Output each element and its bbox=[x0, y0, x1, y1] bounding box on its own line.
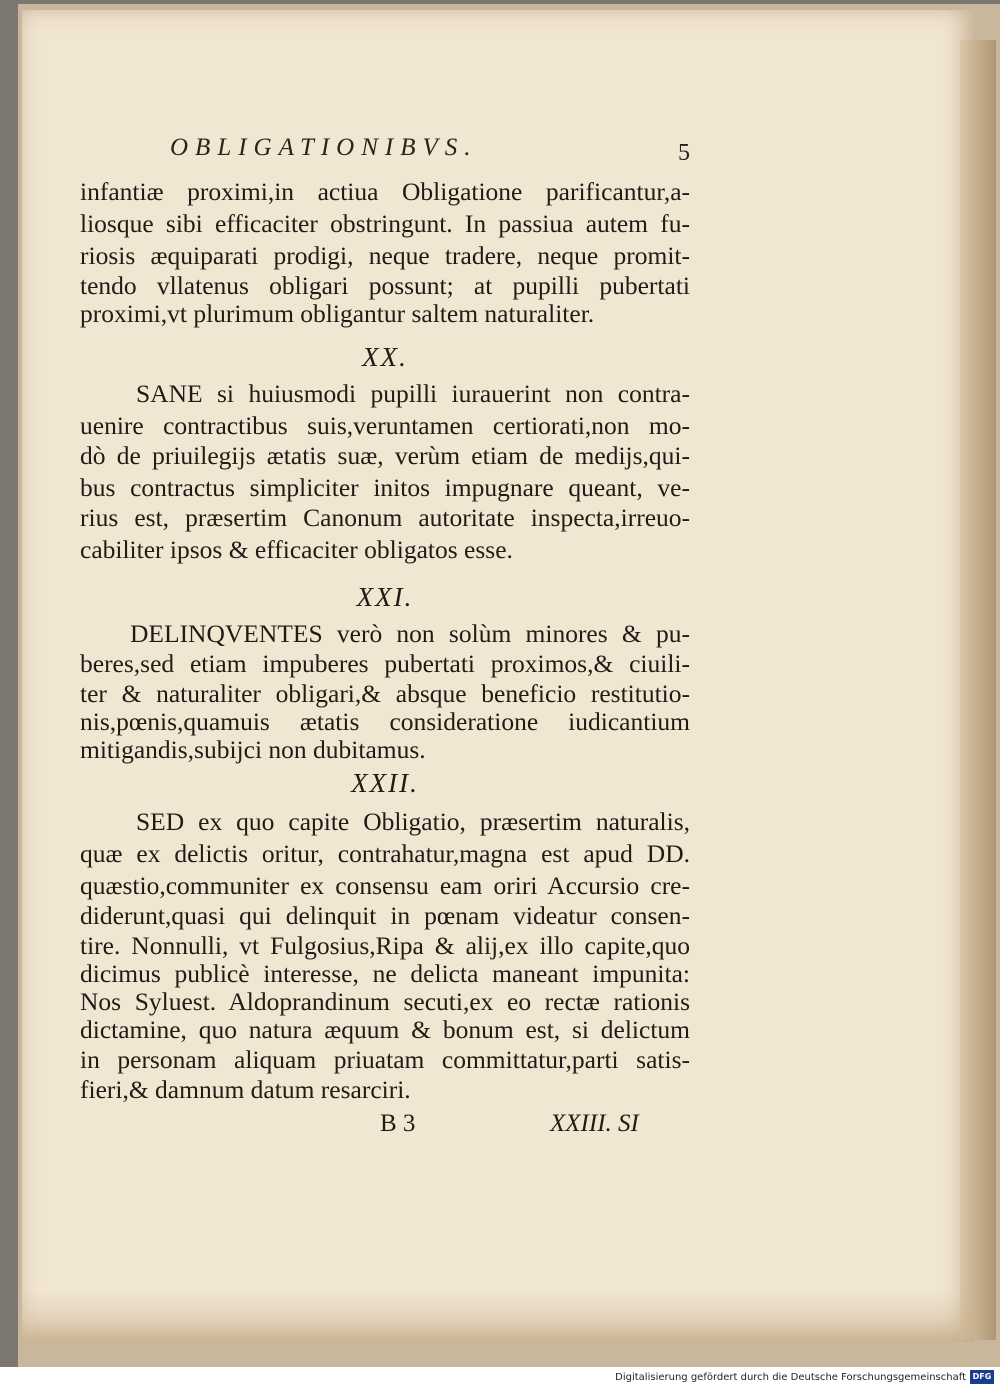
page-number: 5 bbox=[678, 140, 690, 166]
text-line: rius est, præsertim Canonum autoritate inspecta,irreuo- bbox=[80, 503, 690, 532]
text-line: uenire contractibus suis,veruntamen certiorati,non mo- bbox=[80, 411, 690, 440]
section-heading-xx: XX. bbox=[362, 342, 408, 372]
section-heading-xxii: XXII. bbox=[351, 768, 419, 798]
dfg-logo: DFG bbox=[970, 1370, 994, 1384]
text-line: SANE si huiusmodi pupilli iurauerint non contra- bbox=[136, 379, 690, 408]
text-line: diderunt,quasi qui delinquit in pœnam videatur consen- bbox=[80, 901, 690, 930]
text-line: Nos Syluest. Aldoprandinum secuti,ex eo rectæ rationis bbox=[80, 987, 690, 1016]
text-line: proximi,vt plurimum obligantur saltem naturaliter. bbox=[80, 299, 595, 328]
text-line: bus contractus simpliciter initos impugnare queant, ve- bbox=[80, 473, 690, 502]
section-heading-xxi: XXI. bbox=[356, 582, 414, 612]
text-line: in personam aliquam priuatam committatur,parti satis- bbox=[80, 1045, 690, 1074]
text-line: cabiliter ipsos & efficaciter obligatos esse. bbox=[80, 535, 513, 564]
text-line: dicimus publicè interesse, ne delicta maneant impunita: bbox=[80, 959, 690, 988]
text-line: SED ex quo capite Obligatio, præsertim naturalis, bbox=[136, 807, 690, 836]
text-line: fieri,& damnum datum resarciri. bbox=[80, 1075, 411, 1104]
text-line: nis,pœnis,quamuis ætatis consideratione iudicantium bbox=[80, 707, 690, 736]
text-line: ter & naturaliter obligari,& absque beneficio restitutio- bbox=[80, 679, 690, 708]
text-line: tire. Nonnulli, vt Fulgosius,Ripa & alij,ex illo capite,quo bbox=[80, 931, 690, 960]
text-line: beres,sed etiam impuberes pubertati proximos,& ciuili- bbox=[80, 649, 690, 678]
digitization-credit: Digitalisierung gefördert durch die Deutsche Forschungsgemeinschaft bbox=[615, 1372, 966, 1383]
page-stain bbox=[22, 1290, 974, 1342]
text-line: DELINQVENTES verò non solùm minores & pu- bbox=[130, 619, 690, 648]
text-line: mitigandis,subijci non dubitamus. bbox=[80, 735, 426, 764]
signature-mark: B 3 bbox=[380, 1110, 416, 1137]
text-line: riosis æquiparati prodigi, neque tradere, neque promit- bbox=[80, 241, 690, 270]
text-line: tendo vllatenus obligari possunt; at pupilli pubertati bbox=[80, 271, 690, 300]
text-line: quæ ex delictis oritur, contrahatur,magna est apud DD. bbox=[80, 839, 690, 868]
text-line: liosque sibi efficaciter obstringunt. In passiua autem fu- bbox=[80, 209, 690, 238]
page-edge bbox=[960, 40, 996, 1340]
running-head: OBLIGATIONIBVS. bbox=[170, 134, 478, 161]
text-line: dictamine, quo natura æquum & bonum est, si delictum bbox=[80, 1015, 690, 1044]
text-line: infantiæ proximi,in actiua Obligatione parificantur,a- bbox=[80, 177, 690, 206]
catchword: XXIII. SI bbox=[550, 1110, 639, 1137]
text-line: quæstio,communiter ex consensu eam oriri Accursio cre- bbox=[80, 871, 690, 900]
text-line: dò de priuilegijs ætatis suæ, verùm etiam de medijs,qui- bbox=[80, 441, 690, 470]
